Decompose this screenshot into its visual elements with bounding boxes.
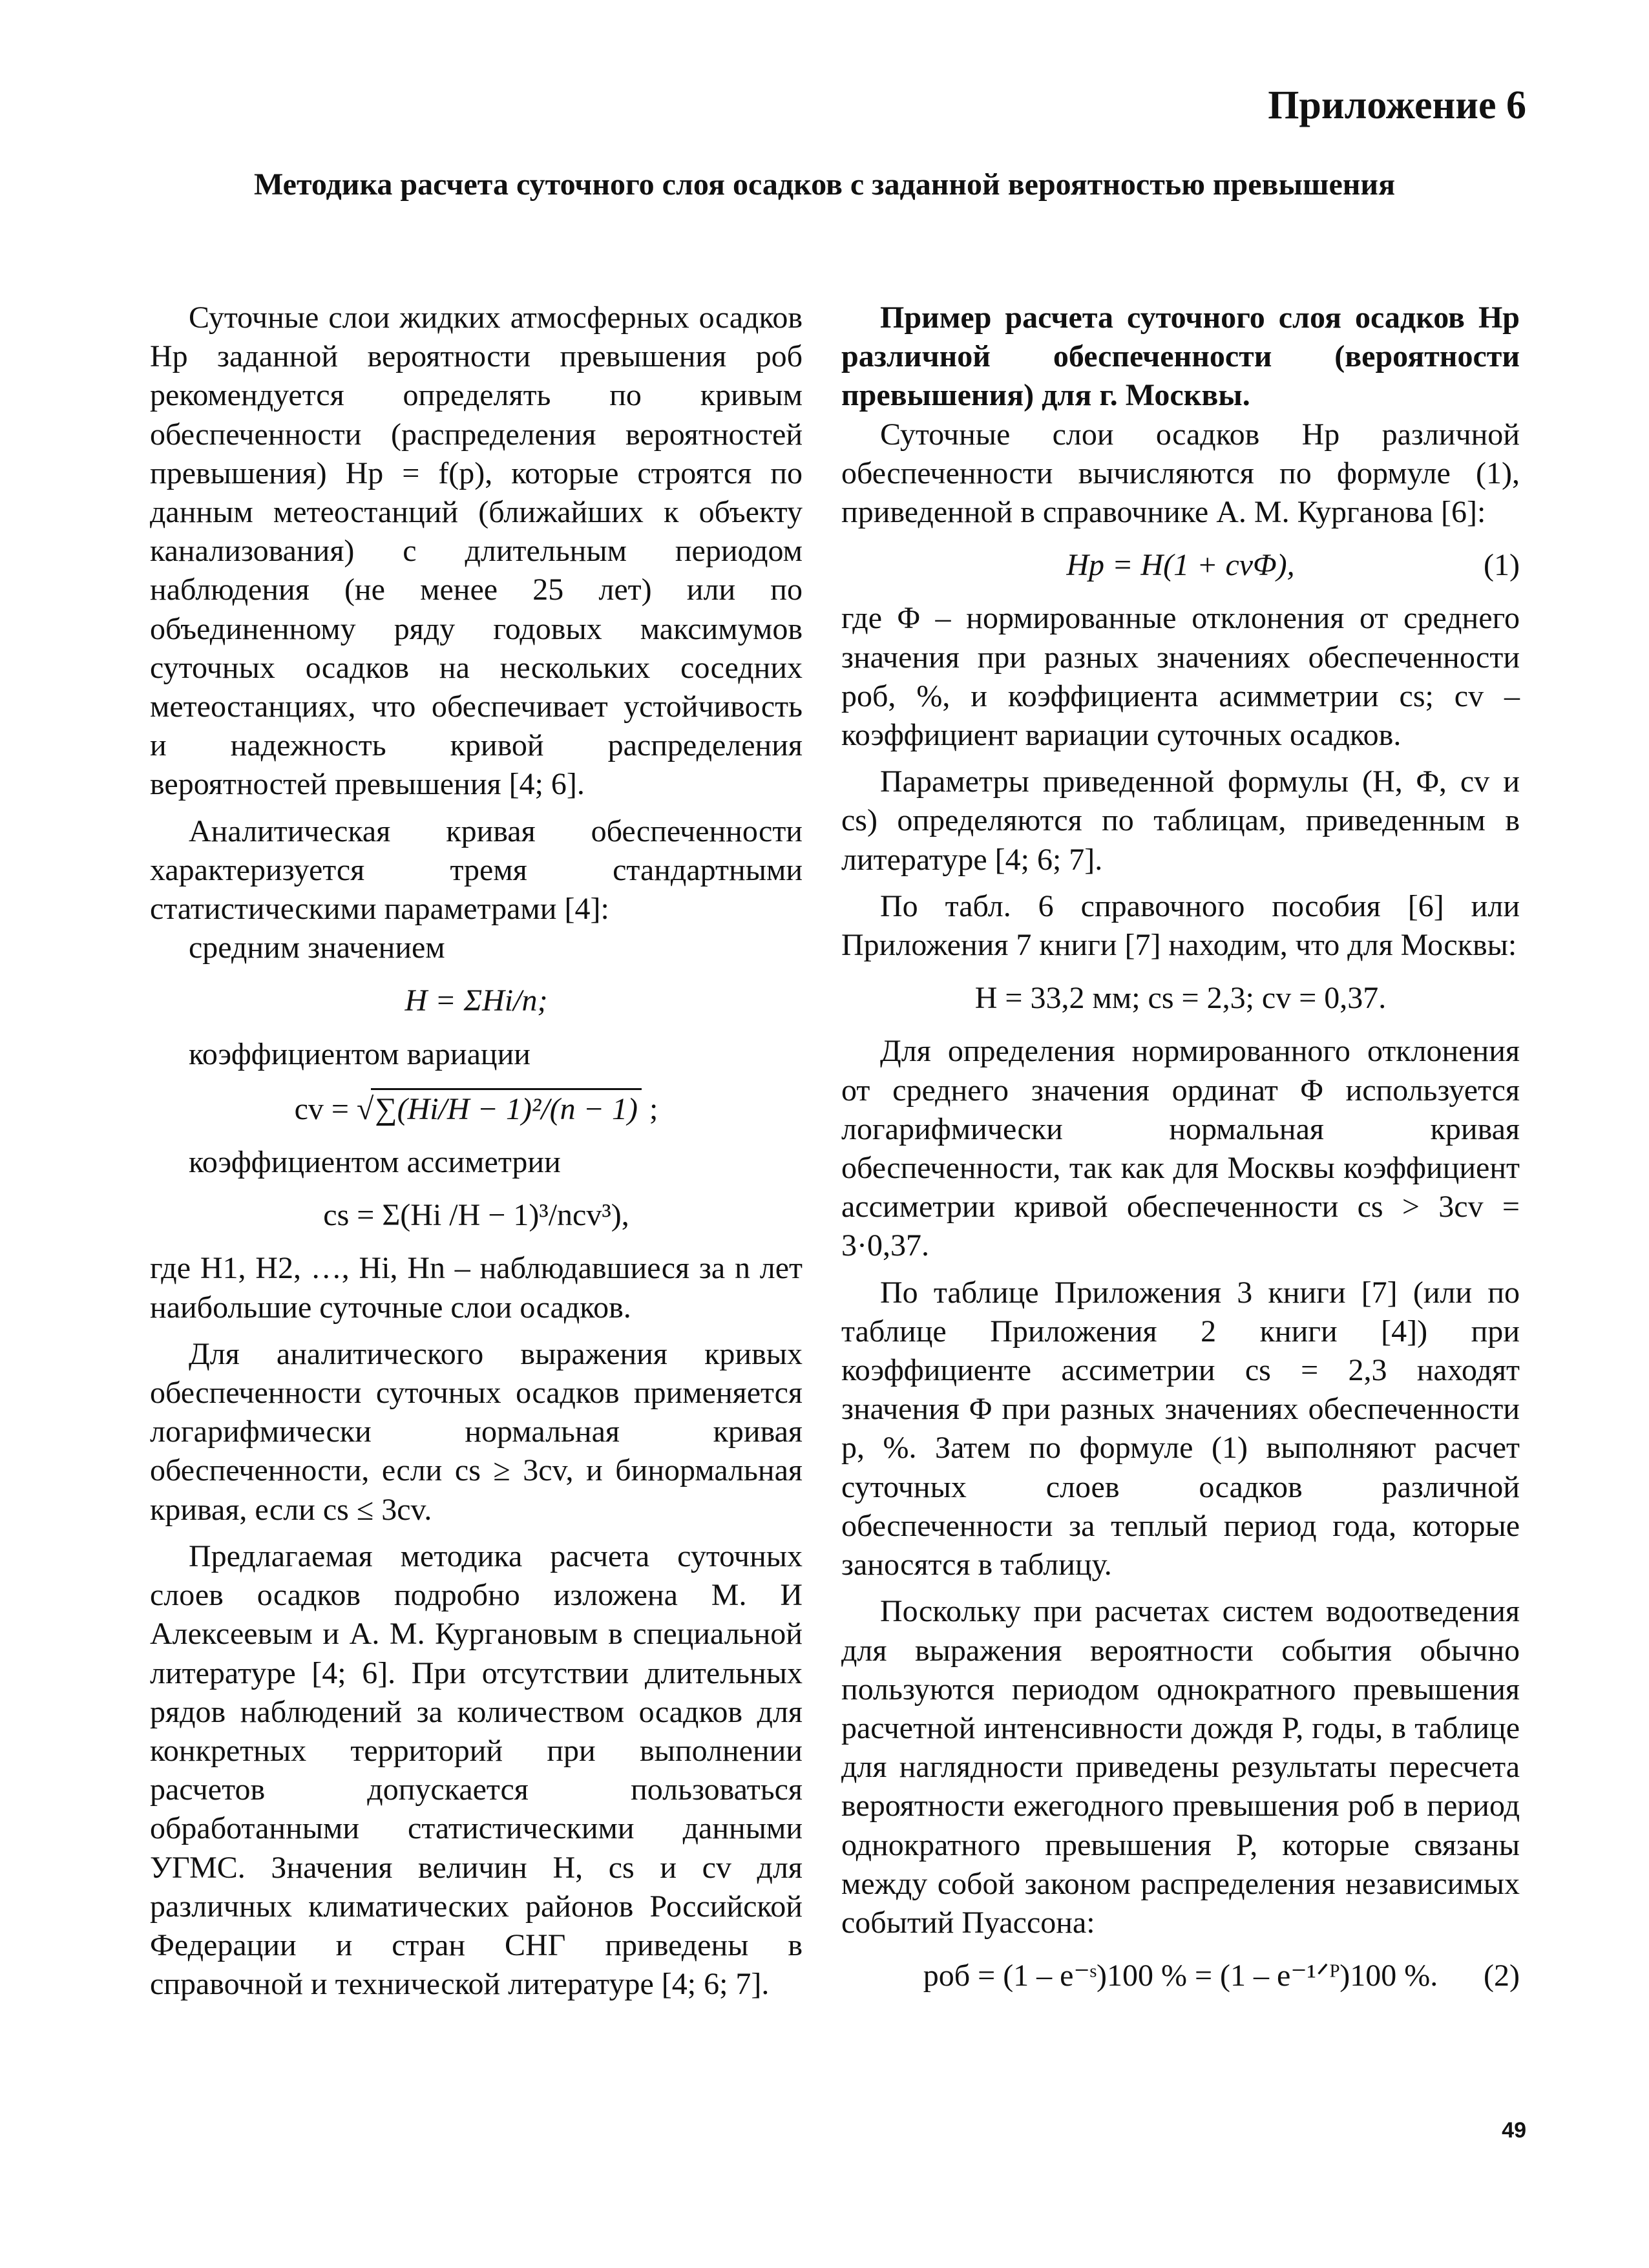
page-title: Методика расчета суточного слоя осадков с заданной вероятностью превышения bbox=[253, 167, 1396, 202]
page-number: 49 bbox=[1502, 2118, 1526, 2143]
formula-1-number: (1) bbox=[1484, 548, 1520, 583]
paragraph: Суточные слои осадков Hp различной обеспеченности вычисляются по формуле (1), приведенной в справочнике А. М. Курганова [6]: bbox=[841, 417, 1520, 530]
formula-2 bbox=[841, 1957, 1520, 1995]
paragraph: где Φ – нормированные отклонения от среднего значения при разных значениях обеспеченности pоб, %, и коэффициента асимметрии cs; cv – коэффициент вариации суточных осадков. bbox=[841, 601, 1520, 753]
cs-formula: cs = Σ(Hi /H − 1)³/ncv³), bbox=[323, 1198, 629, 1233]
paragraph: Суточные слои жидких атмосферных осадков Hp заданной вероятности превышения pоб рекомендуется определять по кривым обеспеченности (распределения вероятностей превышения) Hp = f(p), которые строятся по данным метеостанций (ближайших к объекту канализования) с длительным периодом наблюдения (не менее 25 лет) или по объединенному ряду годовых максимумов суточных осадков на нескольких соседних метеостанциях, что обеспечивает устойчивость и надежность кривой распределения вероятностей превышения [4; 6]. bbox=[150, 300, 803, 802]
paragraph: Аналитическая кривая обеспеченности характеризуется тремя стандартными статистическими параметрами [4]: bbox=[150, 814, 803, 927]
formula-label: коэффициентом ассиметрии bbox=[189, 1145, 561, 1180]
cv-formula-left: cv = √ bbox=[294, 1091, 374, 1126]
formula-1 bbox=[841, 546, 1520, 585]
paragraph: Для определения нормированного отклонения от среднего значения ординат Φ используется логарифмически нормальная кривая обеспеченности, так как для Москвы коэффициент ассиметрии кривой обеспеченности cs > 3cv = 3·0,37. bbox=[841, 1034, 1520, 1263]
moscow-values: H = 33,2 мм; cs = 2,3; cv = 0,37. bbox=[974, 981, 1387, 1016]
appendix-label: Приложение 6 bbox=[1268, 83, 1526, 127]
paragraph: где H1, H2, …, Hi, Hn – наблюдавшиеся за n лет наибольшие суточные слои осадков. bbox=[150, 1251, 803, 1325]
formula-2-body: pоб = (1 – e⁻ˢ)100 % = (1 – e⁻¹ᐟᴾ)100 %. bbox=[923, 1958, 1438, 1993]
cv-formula-radicand: ∑(Hi/H − 1)²/(n − 1) bbox=[371, 1088, 642, 1129]
paragraph: Поскольку при расчетах систем водоотведения для выражения вероятности события обычно пользуются периодом однократного превышения расчетной интенсивности дождя P, годы, в таблице для наглядности приведены результаты пересчета вероятности ежегодного превышения pоб в период однократного превышения P, которые связаны между собой законом распределения независимых событий Пуассона: bbox=[841, 1594, 1520, 1940]
paragraph: По таблице Приложения 3 книги [7] (или по таблице Приложения 2 книги [4]) при коэффициенте ассиметрии cs = 2,3 находят значения Φ при разных значениях обеспеченности p, %. Затем по формуле (1) выполняют расчет суточных слоев осадков различной обеспеченности за теплый период года, которые заносятся в таблицу. bbox=[841, 1275, 1520, 1582]
cv-formula-end: ; bbox=[649, 1091, 658, 1126]
formula-label: коэффициентом вариации bbox=[189, 1036, 530, 1071]
formula-2-number: (2) bbox=[1484, 1958, 1520, 1993]
right-column bbox=[841, 299, 1520, 2010]
paragraph: По табл. 6 справочного пособия [6] или Приложения 7 книги [7] находим, что для Москвы: bbox=[841, 888, 1520, 963]
formula-1-body: Hp = H(1 + cvΦ), bbox=[1066, 548, 1295, 583]
section-heading: Пример расчета суточного слоя осадков Hp различной обеспеченности (вероятности превышения) для г. Москвы. bbox=[841, 300, 1520, 413]
mean-formula: H = ΣHi/n; bbox=[404, 983, 548, 1018]
paragraph: Параметры приведенной формулы (H, Φ, cv и cs) определяются по таблицам, приведенным в литературе [4; 6; 7]. bbox=[841, 764, 1520, 877]
formula-label: средним значением bbox=[189, 930, 445, 965]
paragraph: Для аналитического выражения кривых обеспеченности суточных осадков применяется логарифмически нормальная кривая обеспеченности, если cs ≥ 3cv, и бинормальная кривая, если cs ≤ 3cv. bbox=[150, 1336, 803, 1527]
paragraph: Предлагаемая методика расчета суточных слоев осадков подробно изложена М. И Алексеевым и А. М. Кургановым в специальной литературе [4; 6]. При отсутствии длительных рядов наблюдений за количеством осадков для конкретных территорий при выполнении расчетов допускается пользоваться обработанными статистическими данными УГМС. Значения величин H, cs и cv для различных климатических районов Российской Федерации и стран СНГ приведены в справочной и технической литературе [4; 6; 7]. bbox=[150, 1538, 803, 2002]
cv-formula bbox=[150, 1088, 803, 1129]
left-column bbox=[150, 299, 803, 2004]
